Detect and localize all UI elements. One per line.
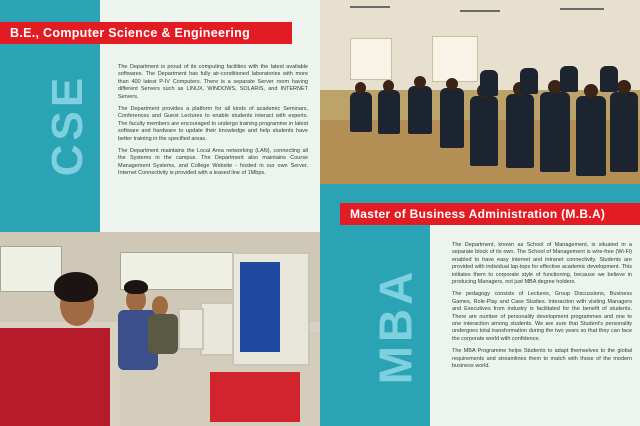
mba-vertical-label: MBA	[369, 267, 422, 385]
mba-paragraph: The MBA Programme helps Students to adapt themselves to the global requirements and streamlines them to match with those of the modern business world.	[452, 348, 632, 370]
cse-vertical-label: CSE	[43, 73, 93, 177]
mba-paragraph: The Department, known as School of Management, is situated in a separate block of its own. The School of Management is wire-free (Wi-Fi) enabled to have easy internet and intranet connectivity. Students are provided with individual lap-tops for effective academic development. This initiates them to corporate style of functioning, because we believe in producing Managers, not just MBA degree holders.	[452, 242, 632, 286]
cse-paragraph: The Department maintains the Local Area networking (LAN), connecting all the Systems in the campus. The Department also maintains Course Management Systems, and College Website - hosted in our own Server. Internet Connectivity is provided with a leased line of 1Mbps.	[118, 148, 308, 177]
classroom-photo	[320, 0, 640, 194]
cse-paragraph: The Department provides a platform for all kinds of academic Seminars, Conferences and Guest Lectures to enable students interact with experts. The faculty members are encouraged to undergo training programme in latest software and hardware to update their knowledge and help students have better training in the specified areas.	[118, 106, 308, 142]
mba-section-title: Master of Business Administration (M.B.A)	[340, 203, 640, 225]
mba-paragraph: The pedagogy consists of Lectures, Group Discussions, Business Games, Role-Play and Case Studies. Interaction with visiting Managers and Executives from industry is facilitated for the benefit of students. There are number of personality development programmes and one to one interaction among students. We are sure that Student's personality undergoes total transformation during the two years so that they can face the corporate world with confidence.	[452, 291, 632, 342]
cse-paragraph: The Department is proud of its computing facilities with the latest available softwares. The Department has fully air-conditioned laboratories with more than 400 latest P-IV Computers. There is a separate Server room having different Servers such as LINUX, WINDOWS, SOLARIS, and INTERNET Servers.	[118, 64, 308, 100]
cse-section-title: B.E., Computer Science & Engineering	[0, 22, 292, 44]
computer-lab-photo	[0, 232, 320, 426]
cse-body-text	[118, 64, 308, 183]
mba-body-text	[452, 242, 632, 376]
